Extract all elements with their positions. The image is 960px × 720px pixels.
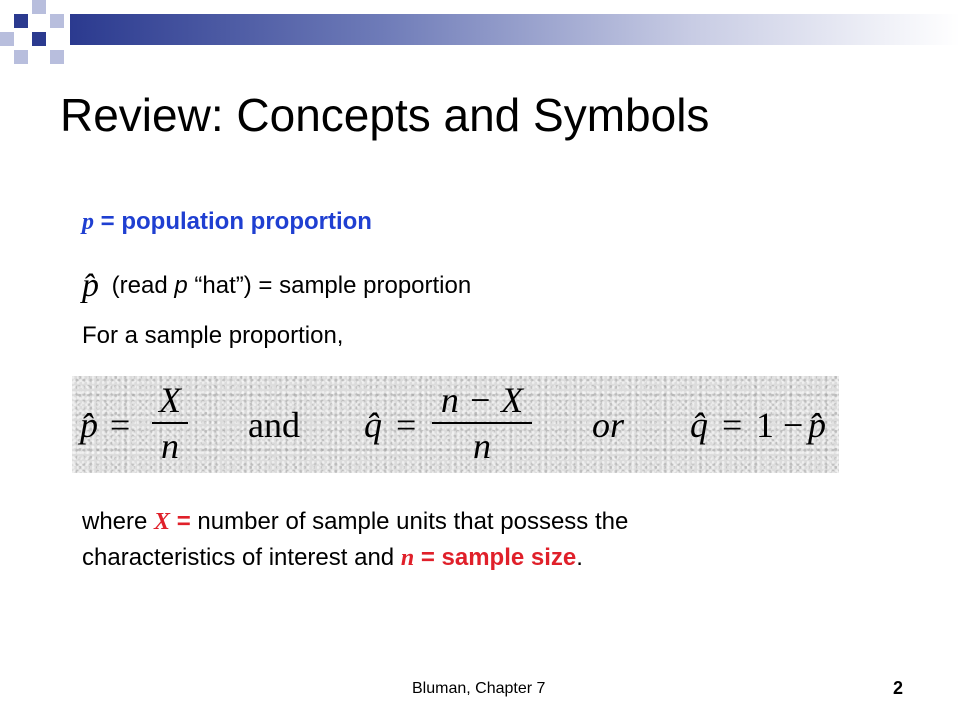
definition-sample-proportion	[82, 264, 471, 302]
definition-population-proportion	[82, 208, 372, 236]
decoration-square	[32, 0, 46, 14]
formula-panel	[72, 376, 839, 473]
slide-title: Review: Concepts and Symbols	[60, 89, 710, 141]
fraction-numerator: X	[159, 380, 181, 420]
where-equals: =	[170, 508, 198, 535]
formula-or: or	[592, 405, 625, 445]
read-suffix: “hat”) = sample proportion	[187, 272, 472, 299]
formula-and: and	[248, 405, 300, 445]
formula-q-hat: q̂	[690, 405, 708, 445]
formula-p-hat: p̂	[80, 405, 98, 445]
symbol-X: X	[154, 509, 171, 535]
where-line2-text: characteristics of interest and	[82, 544, 401, 571]
decoration-square	[50, 14, 64, 28]
definition-text: = population proportion	[100, 208, 372, 235]
formula-one-minus: 1 −	[756, 405, 804, 445]
decoration-square	[32, 32, 46, 46]
sample-size-text: = sample size	[414, 544, 577, 571]
fraction-bar	[152, 422, 188, 424]
formula-equals: =	[110, 405, 131, 445]
symbol-p: p	[82, 209, 94, 235]
where-period: .	[576, 544, 583, 571]
read-p: p	[174, 272, 188, 299]
fraction-n-minus-X-over-n	[432, 380, 532, 466]
fraction-numerator: n − X	[440, 380, 524, 420]
decoration-square	[14, 50, 28, 64]
where-definition: number of sample units that possess the	[197, 508, 629, 535]
fraction-X-over-n	[152, 380, 188, 466]
page-number: 2	[893, 678, 904, 698]
formula-equals: =	[722, 405, 743, 445]
header-decoration-bar	[70, 14, 960, 45]
where-line-1	[82, 508, 628, 536]
where-prefix: where	[82, 508, 155, 535]
sample-proportion-intro: For a sample proportion,	[82, 322, 344, 349]
formula-p-hat: p̂	[808, 405, 826, 445]
formula-equals: =	[396, 405, 417, 445]
formula-q-hat: q̂	[364, 405, 382, 445]
decoration-square	[50, 50, 64, 64]
symbol-n: n	[400, 545, 415, 571]
read-prefix: (read	[111, 272, 175, 299]
decoration-square	[0, 32, 14, 46]
where-line-2	[82, 544, 583, 572]
fraction-bar	[432, 422, 532, 424]
footer-text: Bluman, Chapter 7	[412, 680, 546, 697]
decoration-square	[14, 14, 28, 28]
fraction-denominator: n	[161, 426, 179, 466]
fraction-denominator: n	[473, 426, 491, 466]
symbol-p-hat: p̂	[82, 267, 99, 304]
